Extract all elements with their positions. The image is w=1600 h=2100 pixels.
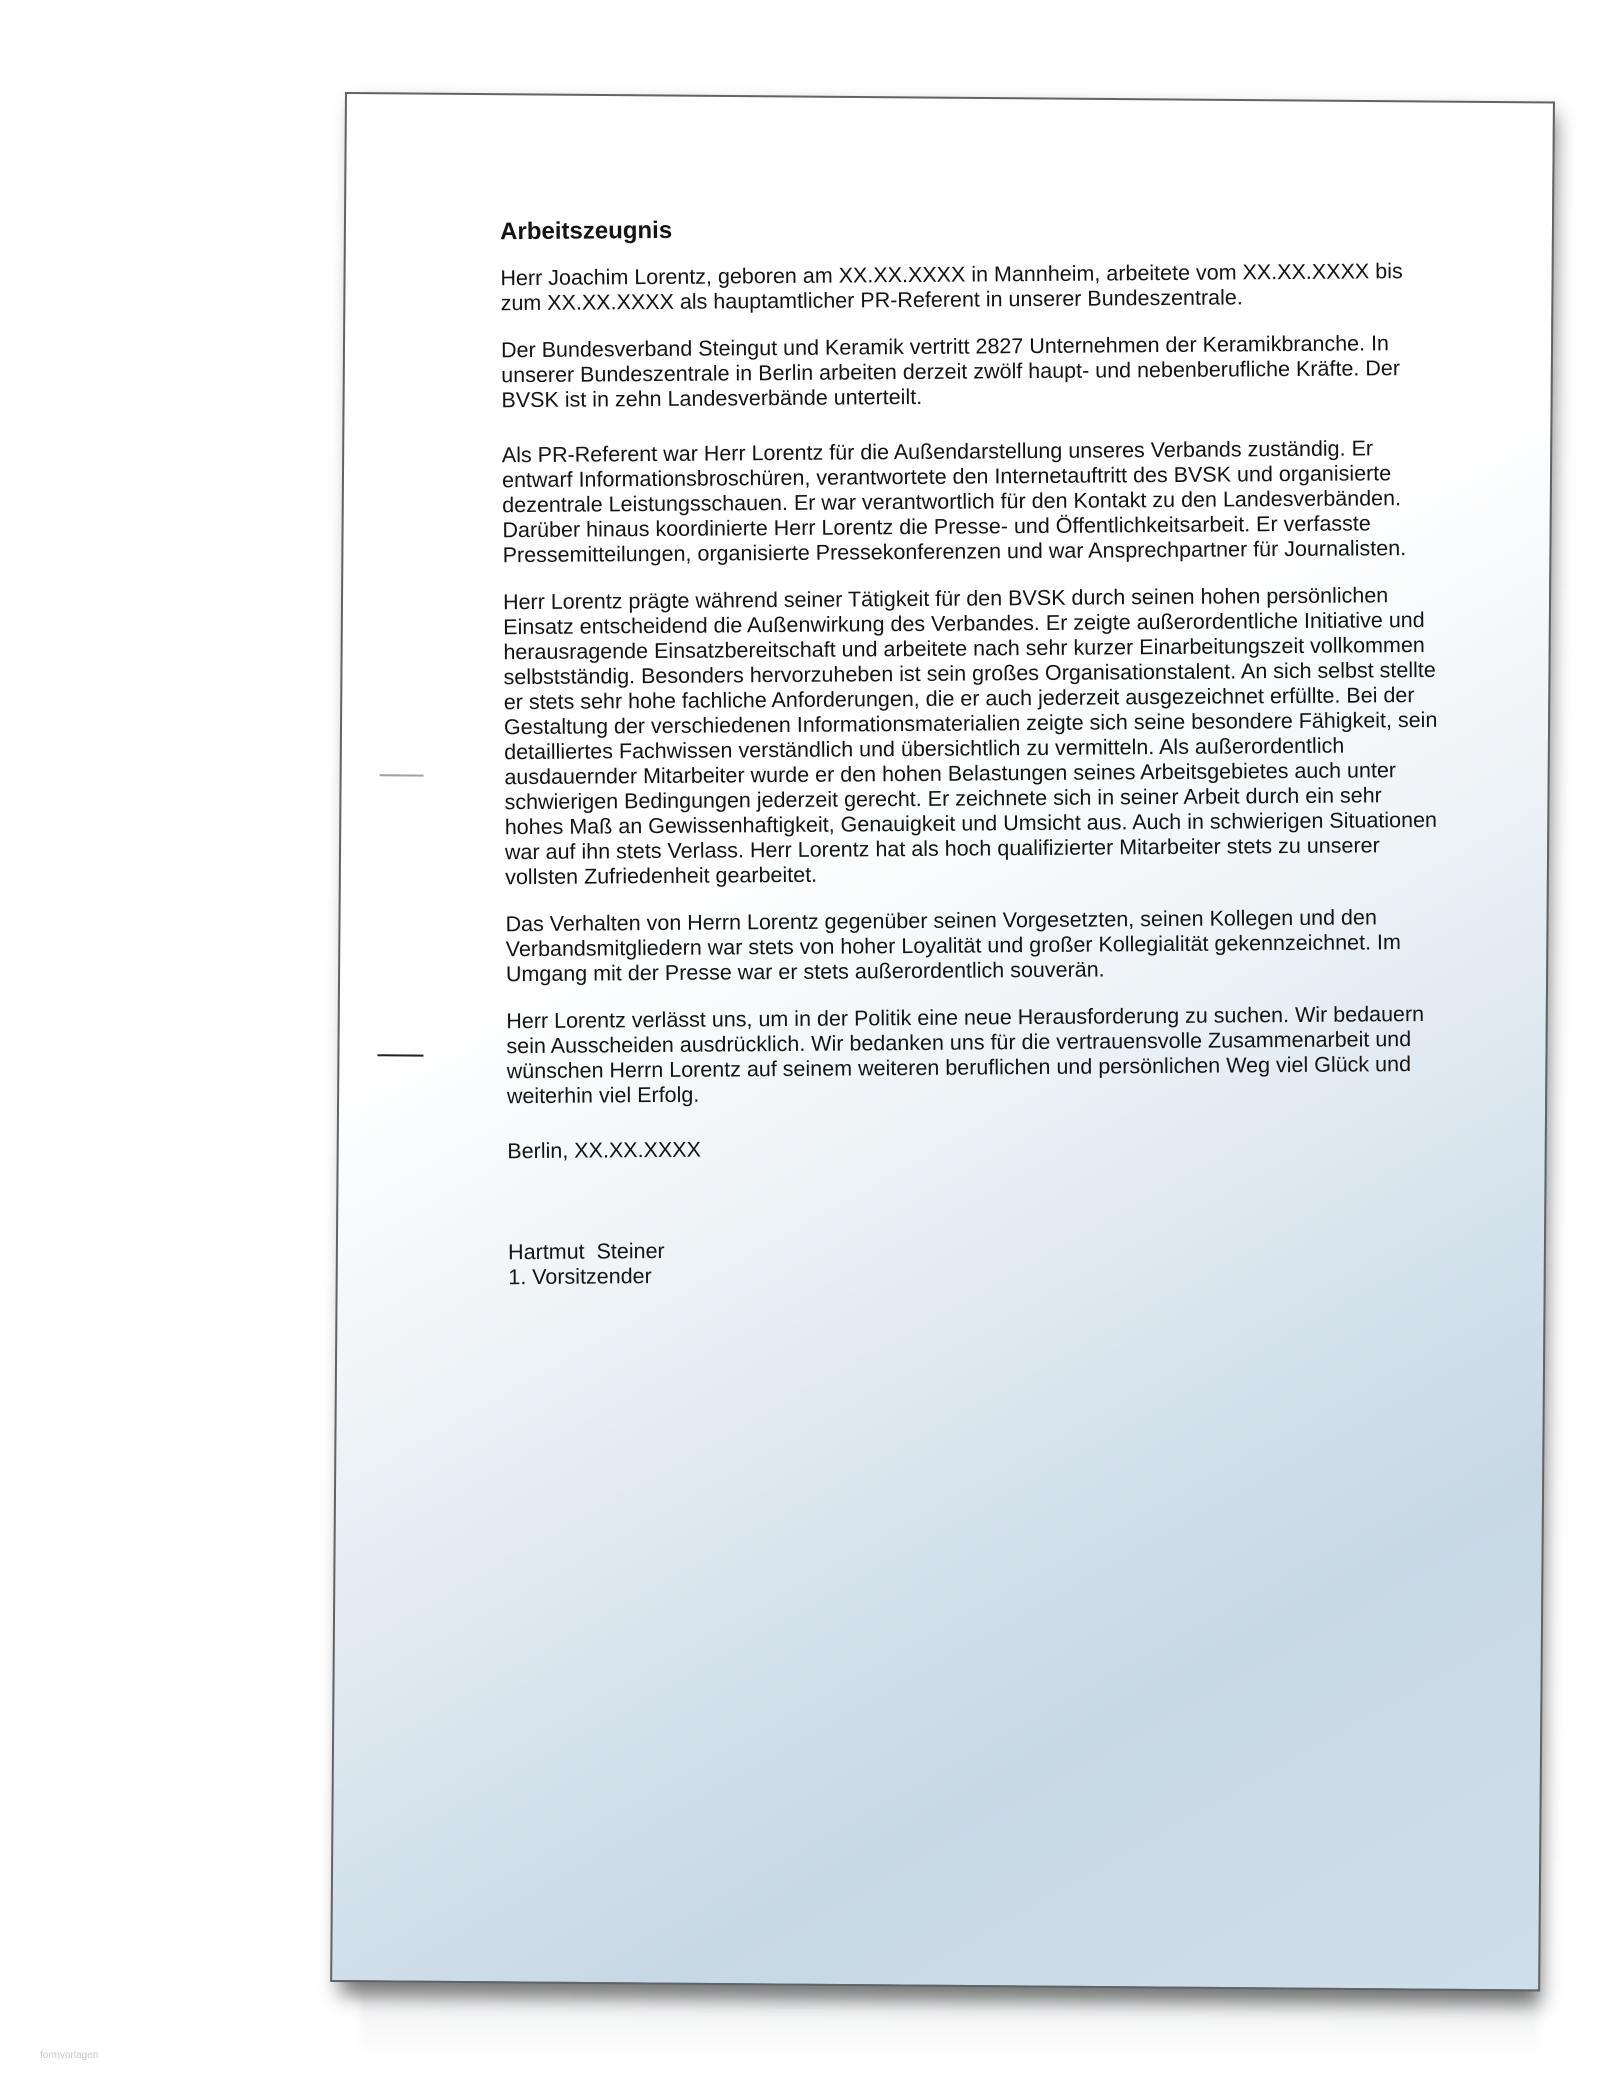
watermark-text: formvorlagen (40, 2050, 99, 2061)
paragraph-company: Der Bundesverband Steingut und Keramik vertritt 2827 Unternehmen der Keramikbranche. In unserer Bundeszentrale in Berlin arbeiten derzeit zwölf haupt- und nebenberufliche Kräfte. Der BVSK ist in zehn Landesverbände unterteilt. (500, 331, 1401, 413)
document-body (500, 212, 1448, 1290)
paragraph-conduct: Das Verhalten von Herrn Lorentz gegenüber seinen Vorgesetzten, seinen Kollegen und den Verbandsmitgliedern war stets von hoher Loyalität und großer Kollegialität gekennzeichnet. Im Umgang mit der Presse war er stets außerordentlich souverän. (505, 905, 1401, 987)
document-title: Arbeitszeugnis (499, 216, 673, 246)
signatory-name: Hartmut Steiner (508, 1238, 665, 1265)
paragraph-farewell: Herr Lorentz verlässt uns, um in der Politik eine neue Herausforderung zu suchen. Wir bedauern sein Ausscheiden ausdrücklich. Wir bedanken uns für die vertrauensvolle Zusammenarbeit und wünschen Herrn Lorentz auf seinem weiteren beruflichen und persönlichen Weg viel Glück und weiterhin viel Erfolg. (506, 1001, 1425, 1109)
paragraph-performance: Herr Lorentz prägte während seiner Tätigkeit für den BVSK durch seinen hohen persönlichen Einsatz entscheidend die Außenwirkung des Verbandes. Er zeigte außerordentliche Initiative und herausragende Einsatzbereitschaft und arbeitete nach sehr kurzer Einarbeitungszeit vollkommen selbstständig. Besonders hervorzuheben ist sein großes Organisationstalent. An sich selbst stellte er stets sehr hohe fachliche Anforderungen, die er auch jederzeit ausgezeichnet erfüllte. Bei der Gestaltung der verschiedenen Informationsmaterialien zeigte sich seine besondere Fähigkeit, sein detailliertes Fachwissen verständlich und übersichtlich zu vermitteln. Als außerordentlich ausdauernder Mitarbeiter wurde er den hohen Belastungen seines Arbeitsgebietes auch unter schwierigen Bedingungen jederzeit gerecht. Er zeichnete sich in seiner Arbeit durch ein sehr hohes Maß an Gewissenhaftigkeit, Genauigkeit und Umsicht aus. Auch in schwierigen Situationen war auf ihn stets Verlass. Herr Lorentz hat als hoch qualifizierter Mitarbeiter stets zu unserer vollsten Zufriedenheit gearbeitet. (502, 583, 1438, 890)
paragraph-employment: Herr Joachim Lorentz, geboren am XX.XX.XXXX in Mannheim, arbeitete vom XX.XX.XXXX bis zum XX.XX.XXXX als hauptamtlicher PR-Referent in unserer Bundeszentrale. (500, 259, 1403, 316)
signature-block (508, 1233, 1448, 1290)
document-sheet (330, 92, 1555, 1991)
punch-mark (377, 1054, 423, 1056)
signatory-role: 1. Vorsitzender (508, 1264, 652, 1290)
place-date: Berlin, XX.XX.XXXX (507, 1137, 702, 1164)
fold-mark (380, 774, 424, 776)
paragraph-duties: Als PR-Referent war Herr Lorentz für die Außendarstellung unseres Verbands zuständig. Er entwarf Informationsbroschüren, verantwortete den Internetauftritt des BVSK und organisierte dezentrale Leistungsschauen. Er war verantwortlich für den Kontakt zu den Landesverbänden. Darüber hinaus koordinierte Herr Lorentz die Presse- und Öffentlichkeitsarbeit. Er verfasste Pressemitteilungen, organisierte Pressekonferenzen und war Ansprechpartner für Journalisten. (501, 436, 1407, 568)
